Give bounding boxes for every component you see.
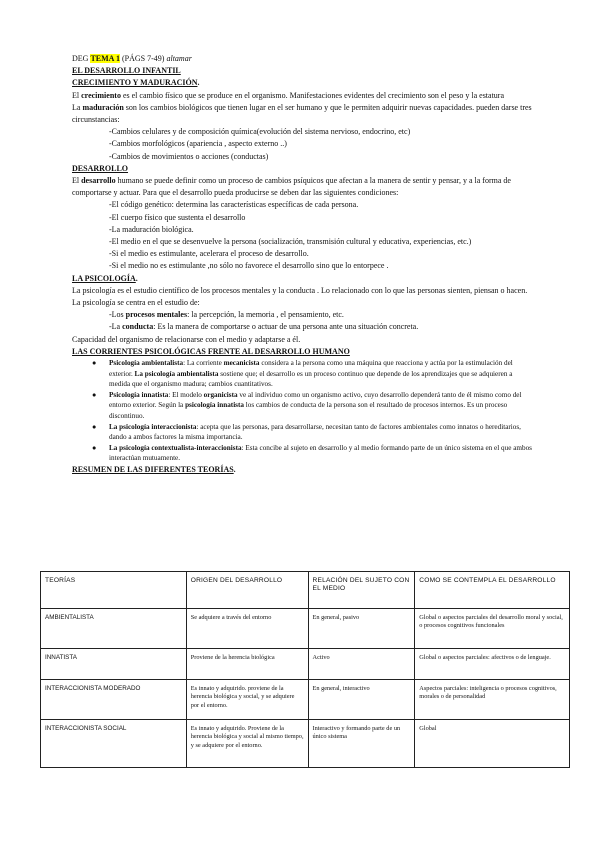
bullet-item: ● La psicología interaccionista: acepta que las personas, para desarrollarse, necesitan tanto de factores ambientales como innatos o hereditarios, dando a ambos factores la misma importancia. [92,422,521,442]
table-cell: Es innato y adquirido. Proviene de la herencia biológica y social al mismo tiempo, y se adquiere por el entorno. [186,720,308,768]
bullet-item: ● Psicología ambientalista: La corriente mecanicista considera a la persona como una máquina que reacciona y actúa por la estimulación del exterior. La psicología ambientalista sostiene que; el desarrollo es un proceso continuo que depende de los aprendizajes que se adquieren a medida que el organismo madura; cambios cuantitativos. [92,359,513,389]
list-item: -Si el medio es estimulante, acelerara el proceso de desarrollo. [109,249,309,259]
table-header-cell: RELACIÓN DEL SUJETO CON EL MEDIO [308,572,415,609]
table-cell: En general, pasivo [308,609,415,649]
table-cell: INTERACCIONISTA MODERADO [41,680,187,720]
list-item: -El cuerpo físico que sustenta el desarrollo [109,212,246,222]
list-item: -Si el medio no es estimulante ,no sólo no favorece el desarrollo sino que lo entorpece . [109,261,389,271]
heading-desarrollo: DESARROLLO [72,163,129,173]
bullet-icon: ● [92,422,97,431]
table-header-cell: TEORÍAS [41,572,187,609]
bullet-icon: ● [92,359,97,368]
heading-psicologia: LA PSICOLOGÍA. [72,273,138,283]
table-cell: Global o aspectos parciales del desarrollo moral y social, o procesos cognitivos funcionales [415,609,570,649]
heading-resumen: RESUMEN DE LAS DIFERENTES TEORÍAS. [72,465,236,475]
table-row [41,609,570,649]
theories-table [40,571,570,768]
paragraph-desarrollo: El desarrollo humano se puede definir como un proceso de cambios psíquicos que afectan a la manera de sentir y pensar, y a la forma de comportarse y actuar. Para que el desarrollo pueda producirse se deben dar las siguientes condiciones: [72,176,511,198]
table-cell: INNATISTA [41,649,187,680]
table-row [41,649,570,680]
section-title: EL DESARROLLO INFANTIL [72,66,181,76]
table-cell: Global [415,720,570,768]
paragraph-crecimiento: El crecimiento es el cambio físico que se produce en el organismo. Manifestaciones evidentes del crecimiento son el peso y la estatura [72,90,505,100]
table-header-cell: COMO SE CONTEMPLA EL DESARROLLO [415,572,570,609]
table-cell: INTERACCIONISTA SOCIAL [41,720,187,768]
table-cell: Se adquiere a través del entorno [186,609,308,649]
table-cell: Global o aspectos parciales: afectivos o de lenguaje. [415,649,570,680]
table-row [41,680,570,720]
bullet-item: ● Psicología innatista: El modelo organicista ve al individuo como un organismo activo, cuyo desarrollo dependerá tanto de él mismo como del entorno exterior. Según la psicología innatista los cambios de conducta de la persona son el resultado de procesos internos. Es un proceso discontinuo. [92,390,522,421]
table-cell: Interactivo y formando parte de un único sistema [308,720,415,768]
paragraph-capacidad: Capacidad del organismo de relacionarse con el medio y adaptarse a él. [72,334,301,344]
bullet-item: ● La psicología contextualista-interaccionista: Esta concibe al sujeto en desarrollo y al medio formando parte de un único sistema en el que ambos interactúan mutuamente. [92,443,532,463]
document-body [72,53,532,476]
table-cell: Activo [308,649,415,680]
author-name: altamar [166,54,192,63]
table-cell: Aspectos parciales: inteligencia o procesos cognitivos, morales o de personalidad [415,680,570,720]
list-item: -Cambios morfológicos (apariencia , aspecto externo ..) [109,139,287,149]
table-cell: AMBIENTALISTA [41,609,187,649]
table-row [41,720,570,768]
document-header: DEG TEMA 1 (PÁGS 7-49) altamar [72,54,192,63]
heading-crecimiento: CRECIMIENTO Y MADURACIÓN. [72,78,200,88]
table-cell: Es innato y adquirido. proviene de la herencia biológica y social, y se adquiere por el entorno. [186,680,308,720]
heading-corrientes: LAS CORRIENTES PSICOLÓGICAS FRENTE AL DESARROLLO HUMANO [72,346,350,356]
bullet-icon: ● [92,443,97,452]
paragraph-maduracion: La maduración son los cambios biológicos que tienen lugar en el ser humano y que le permiten adquirir nuevas capacidades. pueden darse tres circunstancias: [72,102,532,125]
list-item: -La conducta: Es la manera de comportarse o actuar de una persona ante una situación concreta. [109,322,419,332]
list-item: -La maduración biológica. [109,224,194,234]
tema-highlight: TEMA 1 [90,54,121,63]
table-cell: Proviene de la herencia biológica [186,649,308,680]
list-item: -Los procesos mentales: la percepción, la memoria , el pensamiento, etc. [109,310,344,320]
table-cell: En general, interactivo [308,680,415,720]
paragraph-psicologia: La psicología es el estudio científico de los procesos mentales y la conducta . Lo relacionado con lo que las personas sienten, piensan o hacen. La psicología se centra en el estudio de: [72,285,528,308]
list-item: -El medio en el que se desenvuelve la persona (socialización, transmisión cultural y educativa, experiencias, etc.) [109,237,472,247]
table-header-row [41,572,570,609]
list-item: -El código genético: determina las características específicas de cada persona. [109,200,359,210]
table-header-cell: ORIGEN DEL DESARROLLO [186,572,308,609]
bullet-icon: ● [92,390,97,399]
list-item: -Cambios de movimientos o acciones (conductas) [109,151,269,161]
list-item: -Cambios celulares y de composición química(evolución del sistema nervioso, endocrino, etc) [109,127,411,137]
